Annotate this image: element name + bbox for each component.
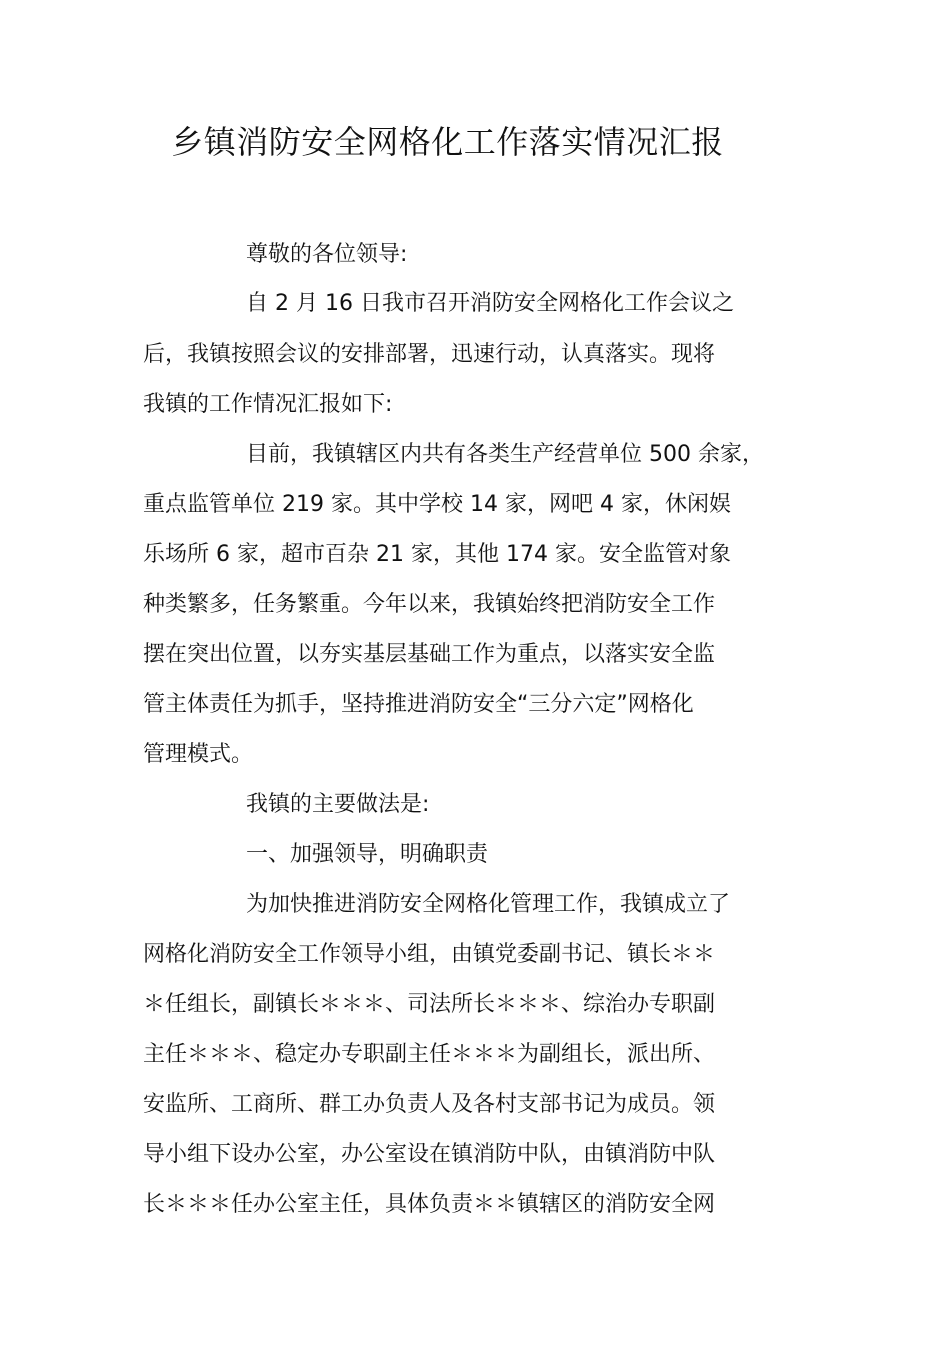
body-line: 主任＊＊＊、稳定办专职副主任＊＊＊为副组长，派出所、	[143, 1042, 716, 1067]
salutation-line: 尊敬的各位领导:	[246, 242, 408, 267]
body-line: 长＊＊＊任办公室主任，具体负责＊＊镇辖区的消防安全网	[143, 1192, 716, 1217]
body-line: 摆在突出位置，以夯实基层基础工作为重点，以落实安全监	[143, 642, 716, 667]
body-line: 自 2 月 16 日我市召开消防安全网格化工作会议之	[246, 291, 734, 316]
body-line: 目前，我镇辖区内共有各类生产经营单位 500 余家，	[246, 442, 764, 467]
body-line: 网格化消防安全工作领导小组，由镇党委副书记、镇长＊＊	[143, 942, 716, 967]
body-line: 重点监管单位 219 家。其中学校 14 家，网吧 4 家，休闲娱	[143, 492, 731, 517]
body-line: 导小组下设办公室，办公室设在镇消防中队，由镇消防中队	[143, 1142, 716, 1167]
body-line: 安监所、工商所、群工办负责人及各村支部书记为成员。领	[143, 1092, 716, 1117]
body-line: 管主体责任为抓手，坚持推进消防安全“三分六定”网格化	[143, 692, 694, 717]
body-line: 种类繁多，任务繁重。今年以来，我镇始终把消防安全工作	[143, 592, 716, 617]
body-line: 管理模式。	[143, 742, 254, 767]
body-line: 乐场所 6 家，超市百杂 21 家，其他 174 家。安全监管对象	[143, 542, 731, 567]
section-heading: 一、加强领导，明确职责	[246, 842, 489, 867]
document-title: 乡镇消防安全网格化工作落实情况汇报	[171, 123, 724, 161]
body-line: 后，我镇按照会议的安排部署，迅速行动，认真落实。现将	[143, 342, 716, 367]
body-line: 我镇的工作情况汇报如下:	[143, 392, 393, 417]
body-line: ＊任组长，副镇长＊＊＊、司法所长＊＊＊、综治办专职副	[143, 992, 716, 1017]
body-line: 为加快推进消防安全网格化管理工作，我镇成立了	[246, 892, 731, 917]
body-line: 我镇的主要做法是:	[246, 792, 430, 817]
